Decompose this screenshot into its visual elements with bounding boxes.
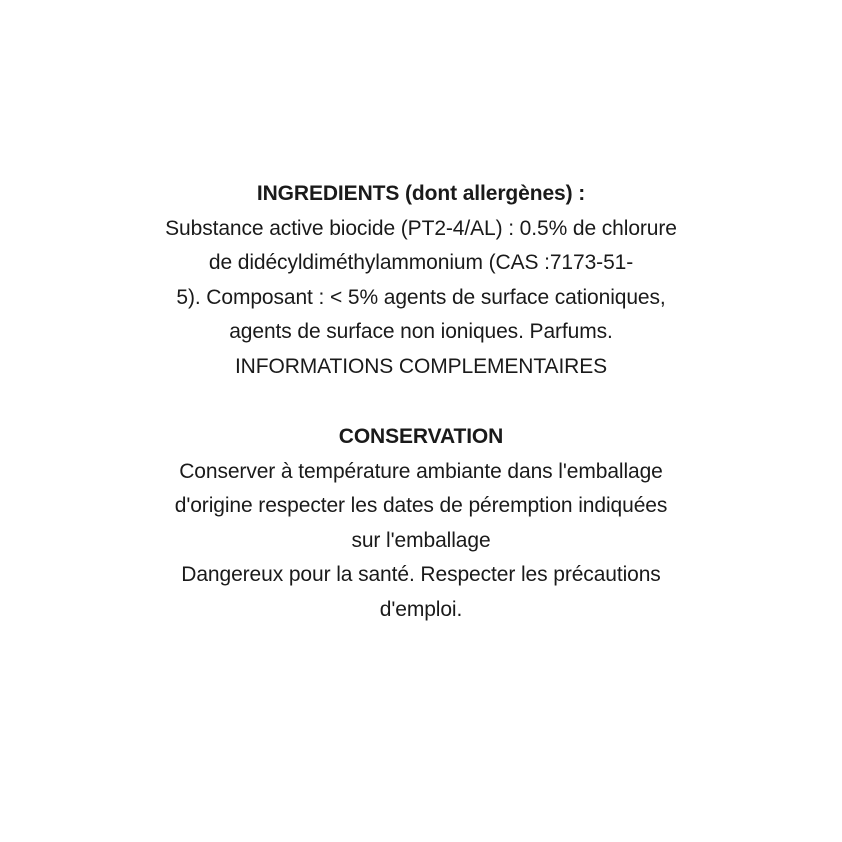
conservation-heading: CONSERVATION (338, 425, 504, 448)
ingredients-line: de didécyldiméthylammonium (CAS :7173-51- (208, 251, 634, 274)
conservation-section (0, 420, 842, 627)
section-spacer (0, 384, 842, 420)
ingredients-heading: INGREDIENTS (dont allergènes) : (256, 182, 586, 205)
conservation-line: sur l'emballage (351, 528, 491, 552)
ingredients-line: agents de surface non ioniques. Parfums. (229, 320, 613, 343)
conservation-line: d'origine respecter les dates de péremption indiquées (174, 494, 668, 517)
warning-line: Dangereux pour la santé. Respecter les précautions (181, 563, 661, 586)
ingredients-line: Substance active biocide (PT2-4/AL) : 0.5% de chlorure (165, 216, 677, 240)
ingredients-section (0, 177, 842, 384)
warning-line: d'emploi. (379, 597, 463, 621)
additional-info-line: INFORMATIONS COMPLEMENTAIRES (234, 354, 608, 378)
ingredients-line: 5). Composant : < 5% agents de surface cationiques, (176, 285, 666, 309)
conservation-line: Conserver à température ambiante dans l'emballage (179, 459, 663, 483)
product-label-text (0, 177, 842, 627)
